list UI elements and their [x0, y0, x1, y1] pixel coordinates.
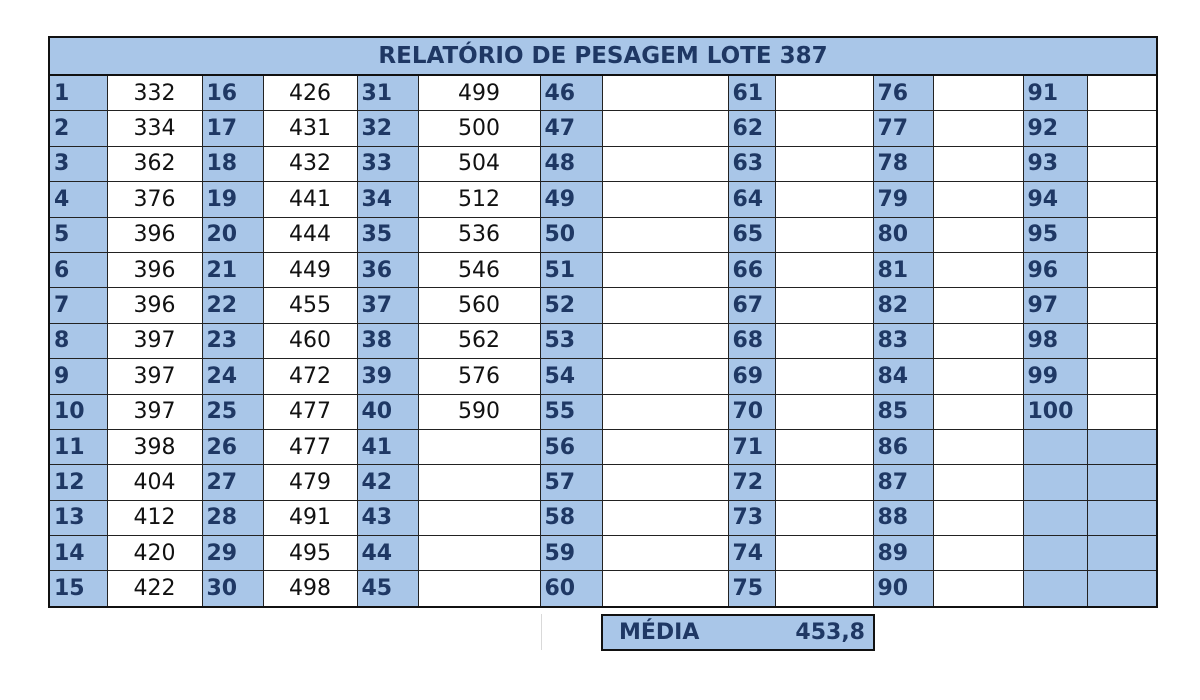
- weight-cell: 431: [263, 111, 357, 146]
- weight-cell: 546: [418, 252, 540, 287]
- table-row: [49, 394, 1157, 429]
- animal-number-cell: 22: [202, 288, 263, 323]
- animal-number-cell: 68: [728, 323, 775, 358]
- animal-number-cell: 70: [728, 394, 775, 429]
- weight-cell: [602, 500, 728, 535]
- weight-cell: 396: [107, 217, 202, 252]
- animal-number-cell: 52: [540, 288, 602, 323]
- weight-cell: [1087, 536, 1157, 571]
- weight-cell: [602, 571, 728, 607]
- average-box: [601, 614, 875, 651]
- animal-number-cell: [1023, 536, 1087, 571]
- weight-cell: [1087, 75, 1157, 111]
- divider-line: [541, 614, 542, 650]
- table-row: [49, 571, 1157, 607]
- weight-cell: [1087, 111, 1157, 146]
- animal-number-cell: 99: [1023, 359, 1087, 394]
- animal-number-cell: 85: [873, 394, 933, 429]
- weight-cell: 422: [107, 571, 202, 607]
- weight-cell: [933, 217, 1023, 252]
- animal-number-cell: 6: [49, 252, 107, 287]
- weight-cell: [418, 429, 540, 464]
- animal-number-cell: 73: [728, 500, 775, 535]
- weight-cell: [602, 394, 728, 429]
- weight-cell: [933, 146, 1023, 181]
- animal-number-cell: 56: [540, 429, 602, 464]
- animal-number-cell: 100: [1023, 394, 1087, 429]
- animal-number-cell: 77: [873, 111, 933, 146]
- animal-number-cell: [1023, 500, 1087, 535]
- weight-cell: 444: [263, 217, 357, 252]
- weight-cell: [775, 359, 873, 394]
- animal-number-cell: 44: [357, 536, 418, 571]
- animal-number-cell: 23: [202, 323, 263, 358]
- weight-cell: [775, 571, 873, 607]
- animal-number-cell: 18: [202, 146, 263, 181]
- animal-number-cell: 28: [202, 500, 263, 535]
- weight-cell: 432: [263, 146, 357, 181]
- weight-cell: [602, 288, 728, 323]
- weight-cell: 536: [418, 217, 540, 252]
- animal-number-cell: 29: [202, 536, 263, 571]
- weight-cell: [933, 75, 1023, 111]
- animal-number-cell: 32: [357, 111, 418, 146]
- animal-number-cell: 93: [1023, 146, 1087, 181]
- animal-number-cell: 65: [728, 217, 775, 252]
- animal-number-cell: 11: [49, 429, 107, 464]
- weight-cell: [418, 465, 540, 500]
- animal-number-cell: 50: [540, 217, 602, 252]
- weight-cell: [1087, 288, 1157, 323]
- animal-number-cell: 13: [49, 500, 107, 535]
- weight-cell: [775, 429, 873, 464]
- animal-number-cell: 2: [49, 111, 107, 146]
- animal-number-cell: 58: [540, 500, 602, 535]
- animal-number-cell: 89: [873, 536, 933, 571]
- animal-number-cell: 45: [357, 571, 418, 607]
- animal-number-cell: 72: [728, 465, 775, 500]
- animal-number-cell: 8: [49, 323, 107, 358]
- animal-number-cell: 41: [357, 429, 418, 464]
- weight-cell: [933, 323, 1023, 358]
- weight-cell: [602, 252, 728, 287]
- animal-number-cell: 66: [728, 252, 775, 287]
- weight-cell: 396: [107, 252, 202, 287]
- weight-cell: 495: [263, 536, 357, 571]
- weight-cell: [602, 146, 728, 181]
- weight-cell: 376: [107, 182, 202, 217]
- weight-cell: 412: [107, 500, 202, 535]
- average-label: MÉDIA: [619, 620, 700, 645]
- weight-cell: [602, 182, 728, 217]
- animal-number-cell: 33: [357, 146, 418, 181]
- table-row: [49, 288, 1157, 323]
- animal-number-cell: 79: [873, 182, 933, 217]
- animal-number-cell: 87: [873, 465, 933, 500]
- animal-number-cell: 96: [1023, 252, 1087, 287]
- weight-cell: [775, 394, 873, 429]
- animal-number-cell: 62: [728, 111, 775, 146]
- report-title: RELATÓRIO DE PESAGEM LOTE 387: [49, 37, 1157, 75]
- weight-cell: 491: [263, 500, 357, 535]
- animal-number-cell: 83: [873, 323, 933, 358]
- animal-number-cell: [1023, 465, 1087, 500]
- weight-cell: [775, 111, 873, 146]
- weight-cell: 477: [263, 429, 357, 464]
- weight-cell: [933, 536, 1023, 571]
- weight-cell: [775, 252, 873, 287]
- weight-cell: [775, 536, 873, 571]
- weight-cell: [775, 288, 873, 323]
- table-row: [49, 429, 1157, 464]
- animal-number-cell: 91: [1023, 75, 1087, 111]
- animal-number-cell: 4: [49, 182, 107, 217]
- weight-cell: [933, 465, 1023, 500]
- animal-number-cell: 71: [728, 429, 775, 464]
- table-row: [49, 217, 1157, 252]
- weight-cell: [602, 465, 728, 500]
- weight-cell: [933, 288, 1023, 323]
- animal-number-cell: 49: [540, 182, 602, 217]
- table-row: [49, 465, 1157, 500]
- animal-number-cell: 60: [540, 571, 602, 607]
- animal-number-cell: 20: [202, 217, 263, 252]
- animal-number-cell: 19: [202, 182, 263, 217]
- weight-cell: 477: [263, 394, 357, 429]
- animal-number-cell: 21: [202, 252, 263, 287]
- animal-number-cell: 54: [540, 359, 602, 394]
- weight-cell: [775, 465, 873, 500]
- weight-cell: 362: [107, 146, 202, 181]
- animal-number-cell: 84: [873, 359, 933, 394]
- table-row: [49, 252, 1157, 287]
- weight-cell: [933, 182, 1023, 217]
- weight-cell: [775, 146, 873, 181]
- animal-number-cell: 31: [357, 75, 418, 111]
- animal-number-cell: 63: [728, 146, 775, 181]
- animal-number-cell: [1023, 571, 1087, 607]
- weight-cell: [1087, 571, 1157, 607]
- weight-cell: 449: [263, 252, 357, 287]
- weight-cell: 499: [418, 75, 540, 111]
- weight-cell: [1087, 465, 1157, 500]
- weight-cell: [1087, 500, 1157, 535]
- animal-number-cell: 97: [1023, 288, 1087, 323]
- animal-number-cell: 38: [357, 323, 418, 358]
- weight-cell: [602, 359, 728, 394]
- animal-number-cell: 88: [873, 500, 933, 535]
- weight-cell: [775, 182, 873, 217]
- weight-cell: 504: [418, 146, 540, 181]
- weight-cell: 472: [263, 359, 357, 394]
- weight-cell: 455: [263, 288, 357, 323]
- weight-cell: [602, 429, 728, 464]
- animal-number-cell: 94: [1023, 182, 1087, 217]
- weight-cell: [418, 536, 540, 571]
- weighing-report-table: [48, 36, 1158, 608]
- animal-number-cell: 75: [728, 571, 775, 607]
- weight-cell: 441: [263, 182, 357, 217]
- animal-number-cell: 26: [202, 429, 263, 464]
- weight-cell: 334: [107, 111, 202, 146]
- weight-cell: [602, 323, 728, 358]
- weight-cell: [1087, 323, 1157, 358]
- animal-number-cell: 67: [728, 288, 775, 323]
- animal-number-cell: 36: [357, 252, 418, 287]
- weight-cell: [933, 429, 1023, 464]
- weight-cell: [775, 75, 873, 111]
- weight-cell: [602, 536, 728, 571]
- table-row: [49, 323, 1157, 358]
- weight-cell: 404: [107, 465, 202, 500]
- table-row: [49, 536, 1157, 571]
- table-row: [49, 111, 1157, 146]
- weight-cell: [933, 252, 1023, 287]
- weight-cell: [933, 359, 1023, 394]
- animal-number-cell: 90: [873, 571, 933, 607]
- table-row: [49, 500, 1157, 535]
- animal-number-cell: 51: [540, 252, 602, 287]
- weight-cell: 512: [418, 182, 540, 217]
- weight-cell: [1087, 182, 1157, 217]
- weight-cell: [602, 75, 728, 111]
- weight-cell: [1087, 217, 1157, 252]
- weight-cell: 500: [418, 111, 540, 146]
- animal-number-cell: 3: [49, 146, 107, 181]
- animal-number-cell: 35: [357, 217, 418, 252]
- animal-number-cell: [1023, 429, 1087, 464]
- table-row: [49, 146, 1157, 181]
- animal-number-cell: 64: [728, 182, 775, 217]
- weight-cell: [775, 323, 873, 358]
- animal-number-cell: 10: [49, 394, 107, 429]
- weight-cell: 397: [107, 394, 202, 429]
- weight-cell: [602, 217, 728, 252]
- animal-number-cell: 37: [357, 288, 418, 323]
- table-row: [49, 182, 1157, 217]
- animal-number-cell: 12: [49, 465, 107, 500]
- animal-number-cell: 59: [540, 536, 602, 571]
- animal-number-cell: 39: [357, 359, 418, 394]
- weight-cell: [775, 217, 873, 252]
- animal-number-cell: 95: [1023, 217, 1087, 252]
- animal-number-cell: 47: [540, 111, 602, 146]
- animal-number-cell: 82: [873, 288, 933, 323]
- weight-cell: 479: [263, 465, 357, 500]
- animal-number-cell: 81: [873, 252, 933, 287]
- weight-cell: 420: [107, 536, 202, 571]
- table-row: [49, 359, 1157, 394]
- animal-number-cell: 42: [357, 465, 418, 500]
- animal-number-cell: 55: [540, 394, 602, 429]
- weight-cell: 576: [418, 359, 540, 394]
- weight-cell: 498: [263, 571, 357, 607]
- animal-number-cell: 16: [202, 75, 263, 111]
- animal-number-cell: 5: [49, 217, 107, 252]
- weight-cell: [1087, 429, 1157, 464]
- table-row: [49, 75, 1157, 111]
- animal-number-cell: 74: [728, 536, 775, 571]
- title-row: [49, 37, 1157, 75]
- animal-number-cell: 1: [49, 75, 107, 111]
- weight-cell: 560: [418, 288, 540, 323]
- animal-number-cell: 98: [1023, 323, 1087, 358]
- weight-cell: [1087, 359, 1157, 394]
- weight-cell: 398: [107, 429, 202, 464]
- weight-cell: 460: [263, 323, 357, 358]
- animal-number-cell: 76: [873, 75, 933, 111]
- animal-number-cell: 34: [357, 182, 418, 217]
- animal-number-cell: 43: [357, 500, 418, 535]
- animal-number-cell: 78: [873, 146, 933, 181]
- weight-cell: [933, 500, 1023, 535]
- weight-cell: 397: [107, 323, 202, 358]
- animal-number-cell: 86: [873, 429, 933, 464]
- animal-number-cell: 69: [728, 359, 775, 394]
- weight-cell: [775, 500, 873, 535]
- animal-number-cell: 40: [357, 394, 418, 429]
- animal-number-cell: 25: [202, 394, 263, 429]
- weight-cell: [418, 571, 540, 607]
- animal-number-cell: 92: [1023, 111, 1087, 146]
- animal-number-cell: 14: [49, 536, 107, 571]
- table-body: [49, 75, 1157, 607]
- animal-number-cell: 57: [540, 465, 602, 500]
- animal-number-cell: 24: [202, 359, 263, 394]
- animal-number-cell: 46: [540, 75, 602, 111]
- animal-number-cell: 53: [540, 323, 602, 358]
- weight-cell: [933, 111, 1023, 146]
- weight-cell: [933, 571, 1023, 607]
- weight-cell: 590: [418, 394, 540, 429]
- weight-cell: [1087, 252, 1157, 287]
- animal-number-cell: 80: [873, 217, 933, 252]
- average-value: 453,8: [795, 620, 865, 645]
- weight-cell: 332: [107, 75, 202, 111]
- animal-number-cell: 17: [202, 111, 263, 146]
- animal-number-cell: 7: [49, 288, 107, 323]
- weight-cell: [418, 500, 540, 535]
- weight-cell: 426: [263, 75, 357, 111]
- animal-number-cell: 27: [202, 465, 263, 500]
- animal-number-cell: 61: [728, 75, 775, 111]
- weight-cell: [1087, 146, 1157, 181]
- animal-number-cell: 9: [49, 359, 107, 394]
- weight-cell: 562: [418, 323, 540, 358]
- weight-cell: 396: [107, 288, 202, 323]
- animal-number-cell: 30: [202, 571, 263, 607]
- weight-cell: 397: [107, 359, 202, 394]
- weight-cell: [933, 394, 1023, 429]
- weight-cell: [602, 111, 728, 146]
- weight-cell: [1087, 394, 1157, 429]
- animal-number-cell: 15: [49, 571, 107, 607]
- animal-number-cell: 48: [540, 146, 602, 181]
